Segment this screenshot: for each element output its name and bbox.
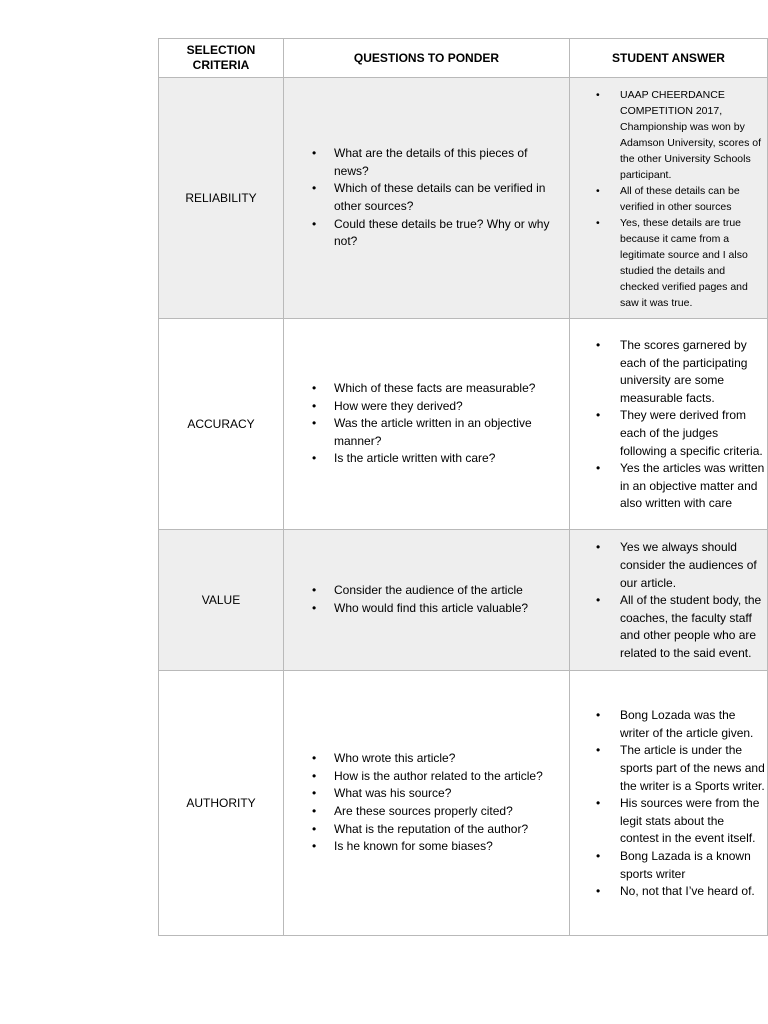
list-item: • The article is under the sports part of the news and the writer is a Sports writer. [570,742,765,795]
answers-list [570,537,767,662]
header-questions-to-ponder: QUESTIONS TO PONDER [284,39,570,78]
criteria-cell: ACCURACY [159,319,284,530]
questions-list [284,380,569,468]
list-item: • Who would find this article valuable? [284,600,563,618]
answers-list [570,705,767,901]
list-item: • Yes the articles was written in an objective matter and also written with care [570,460,765,513]
questions-list [284,145,569,251]
list-item: • Yes we always should consider the audiences of our article. [570,539,765,592]
header-student-answer: STUDENT ANSWER [570,39,768,78]
answers-cell [570,78,768,319]
criteria-cell: AUTHORITY [159,671,284,936]
questions-cell [284,319,570,530]
evaluation-table [158,38,768,936]
header-selection-criteria: SELECTION CRITERIA [159,39,284,78]
list-item: • Bong Lazada is a known sports writer [570,848,765,883]
list-item: • What was his source? [284,785,563,803]
questions-list [284,750,569,856]
list-item: • UAAP CHEERDANCE COMPETITION 2017, Championship was won by Adamson University, scores of the other University Schools participant. [570,87,765,183]
list-item: • Are these sources properly cited? [284,803,563,821]
questions-cell [284,530,570,671]
list-item: • Consider the audience of the article [284,582,563,600]
list-item: • Who wrote this article? [284,750,563,768]
list-item: • Was the article written in an objective manner? [284,415,563,450]
questions-cell [284,78,570,319]
answers-list [570,85,767,311]
list-item: • What are the details of this pieces of news? [284,145,563,180]
answers-cell [570,319,768,530]
list-item: • Is the article written with care? [284,450,563,468]
criteria-cell: VALUE [159,530,284,671]
row-value [159,530,768,671]
row-reliability [159,78,768,319]
answers-list [570,335,767,513]
list-item: • All of the student body, the coaches, the faculty staff and other people who are related to the said event. [570,592,765,662]
list-item: • His sources were from the legit stats about the contest in the event itself. [570,795,765,848]
answers-cell [570,530,768,671]
list-item: • Bong Lozada was the writer of the article given. [570,707,765,742]
list-item: • Which of these facts are measurable? [284,380,563,398]
row-accuracy [159,319,768,530]
list-item: • Which of these details can be verified in other sources? [284,180,563,215]
questions-cell [284,671,570,936]
list-item: • Yes, these details are true because it came from a legitimate source and I also studied the details and checked verified pages and saw it was true. [570,215,765,311]
list-item: • They were derived from each of the judges following a specific criteria. [570,407,765,460]
list-item: • How is the author related to the article? [284,768,563,786]
answers-cell [570,671,768,936]
list-item: • All of these details can be verified in other sources [570,183,765,215]
list-item: • No, not that I’ve heard of. [570,883,765,901]
row-authority [159,671,768,936]
questions-list [284,582,569,617]
list-item: • Could these details be true? Why or why not? [284,216,563,251]
list-item: • What is the reputation of the author? [284,821,563,839]
header-row [159,39,768,78]
list-item: • The scores garnered by each of the participating university are some measurable facts. [570,337,765,407]
criteria-cell: RELIABILITY [159,78,284,319]
list-item: • How were they derived? [284,398,563,416]
list-item: • Is he known for some biases? [284,838,563,856]
